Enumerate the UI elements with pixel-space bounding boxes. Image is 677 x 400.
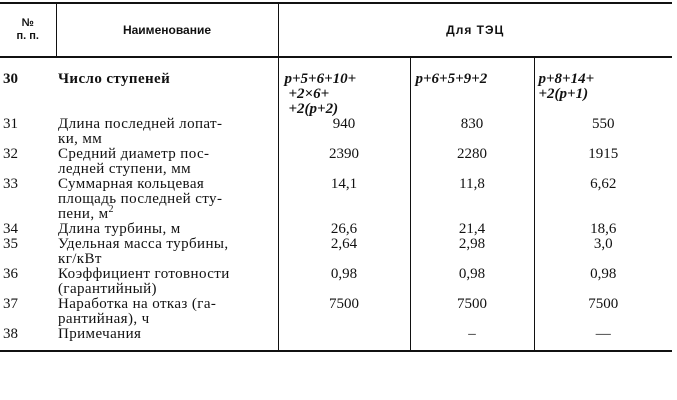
unit-superscript: 2 bbox=[108, 204, 114, 215]
header-number bbox=[0, 3, 56, 57]
row-name-line: Примечания bbox=[58, 326, 142, 342]
formula-line: +2(p+2) bbox=[288, 101, 339, 117]
value-cell bbox=[410, 57, 534, 117]
formula bbox=[535, 72, 673, 102]
value-cell bbox=[278, 57, 410, 117]
row-name bbox=[56, 297, 278, 327]
value-cell: 11,8 bbox=[410, 177, 534, 222]
row-name bbox=[56, 117, 278, 147]
row-number: 30 bbox=[3, 71, 18, 87]
value-cell: 1915 bbox=[534, 147, 672, 177]
value-cell: 21,4 bbox=[410, 222, 534, 237]
row-name-line: Коэффициент готовности bbox=[58, 266, 230, 282]
row-name-text: пени, м bbox=[58, 206, 109, 222]
value-cell: 14,1 bbox=[278, 177, 410, 222]
row-name-line: ледней ступени, мм bbox=[58, 161, 191, 177]
value-cell: 830 bbox=[410, 117, 534, 147]
table-row bbox=[0, 147, 672, 177]
table-row bbox=[0, 237, 672, 267]
header-number-abbr: п. п. bbox=[16, 30, 39, 42]
value-cell: 2390 bbox=[278, 147, 410, 177]
table-row bbox=[0, 177, 672, 222]
row-number: 32 bbox=[3, 146, 18, 162]
value-cell bbox=[534, 57, 672, 117]
value-cell bbox=[278, 327, 410, 351]
table-row bbox=[0, 117, 672, 147]
row-name: Число ступеней bbox=[58, 71, 171, 87]
row-name bbox=[56, 237, 278, 267]
row-name bbox=[56, 267, 278, 297]
row-name-line: Удельная масса турбины, bbox=[58, 236, 229, 252]
specs-table bbox=[0, 2, 672, 352]
value-cell: 7500 bbox=[278, 297, 410, 327]
value-cell: 18,6 bbox=[534, 222, 672, 237]
formula bbox=[411, 72, 534, 87]
value-cell: 2,64 bbox=[278, 237, 410, 267]
row-name bbox=[56, 147, 278, 177]
table-row bbox=[0, 327, 672, 351]
row-name-line: Длина последней лопат- bbox=[58, 116, 223, 132]
value-cell: 0,98 bbox=[534, 267, 672, 297]
value-cell: 6,62 bbox=[534, 177, 672, 222]
row-number: 38 bbox=[0, 327, 56, 351]
table-row bbox=[0, 267, 672, 297]
value-cell: 2,98 bbox=[410, 237, 534, 267]
formula bbox=[279, 72, 410, 117]
row-number: 33 bbox=[3, 176, 18, 192]
row-name bbox=[56, 222, 278, 237]
row-name-line: (гарантийный) bbox=[58, 281, 157, 297]
value-cell: 3,0 bbox=[534, 237, 672, 267]
header-name: Наименование bbox=[56, 3, 278, 57]
formula-line: +2(p+1) bbox=[538, 86, 589, 102]
row-number: 36 bbox=[3, 266, 18, 282]
value-cell: 26,6 bbox=[278, 222, 410, 237]
row-name-line: кг/кВт bbox=[58, 251, 102, 267]
row-name-line: ки, мм bbox=[58, 131, 103, 147]
value-cell: 0,98 bbox=[410, 267, 534, 297]
row-name-line bbox=[58, 204, 270, 222]
formula-line: +2×6+ bbox=[288, 86, 330, 102]
row-name-line: Наработка на отказ (га- bbox=[58, 296, 217, 312]
row-name bbox=[56, 327, 278, 351]
table-row bbox=[0, 57, 672, 117]
header-number-symbol: № bbox=[21, 17, 34, 29]
row-name bbox=[56, 177, 278, 222]
formula-line: p+5+6+10+ bbox=[284, 71, 357, 87]
row-number: 37 bbox=[3, 296, 18, 312]
row-name-line: Длина турбины, м bbox=[58, 221, 181, 237]
formula-line: p+8+14+ bbox=[538, 71, 595, 87]
header-tec-group: Для ТЭЦ bbox=[278, 3, 672, 57]
row-name-line: Суммарная кольцевая bbox=[58, 176, 205, 192]
value-cell: 2280 bbox=[410, 147, 534, 177]
row-name-line: Средний диаметр пос- bbox=[58, 146, 210, 162]
value-cell: 940 bbox=[278, 117, 410, 147]
row-number: 31 bbox=[3, 116, 18, 132]
table-row bbox=[0, 297, 672, 327]
value-cell: 7500 bbox=[410, 297, 534, 327]
value-cell: 7500 bbox=[534, 297, 672, 327]
value-cell: — bbox=[534, 327, 672, 351]
row-number: 35 bbox=[3, 236, 18, 252]
row-name-line: площадь последней сту- bbox=[58, 191, 223, 207]
table-row bbox=[0, 222, 672, 237]
value-cell: – bbox=[410, 327, 534, 351]
row-name-line: рантийная), ч bbox=[58, 311, 150, 327]
formula-line: p+6+5+9+2 bbox=[415, 71, 488, 87]
row-number: 34 bbox=[3, 221, 18, 237]
value-cell: 0,98 bbox=[278, 267, 410, 297]
table-header-row bbox=[0, 3, 672, 57]
value-cell: 550 bbox=[534, 117, 672, 147]
